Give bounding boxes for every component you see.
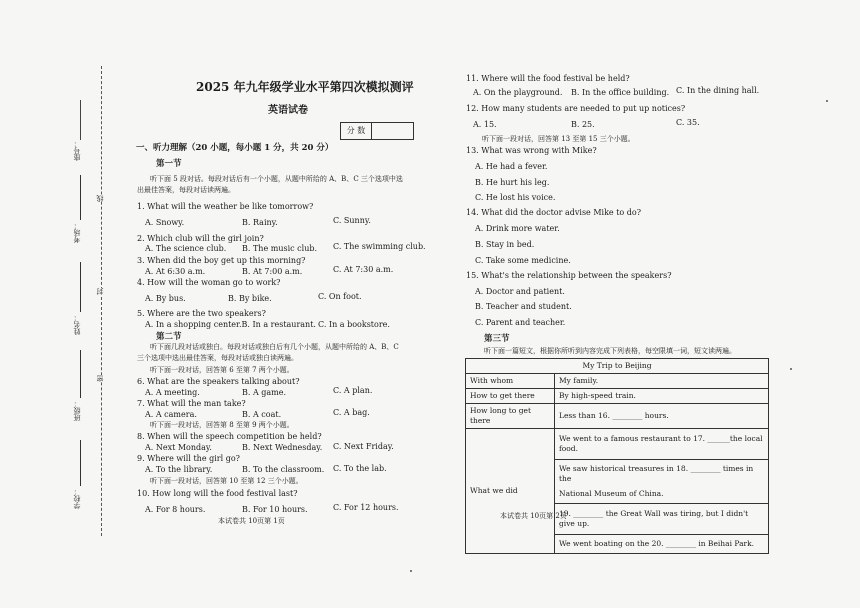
option: C. Take some medicine. [475, 256, 571, 265]
class-label: 班级： [73, 400, 81, 421]
section2-instruction: 听下面几段对话或独白。每段对话或独白后有几个小题，从题中所给的 A、B、C [150, 343, 399, 351]
footer-right: 本试卷共 10页第 2页 [500, 512, 567, 520]
section1-title: 第一节 [156, 159, 182, 169]
exam-no-label: 考场： [73, 222, 81, 243]
scan-speck [826, 100, 828, 102]
class-blank [80, 350, 81, 398]
option: B. For 10 hours. [242, 505, 308, 514]
option: B. 25. [571, 120, 595, 129]
seat-blank [80, 100, 81, 140]
table-value: My family. [555, 374, 769, 389]
option: B. By bike. [228, 294, 272, 303]
question-9: 9. Where will the girl go? [137, 454, 240, 463]
section3-instruction: 听下面一篇短文，根据你所听到内容完成下列表格，每空限填一词，短文读两遍。 [484, 347, 736, 355]
question-7: 7. What will the man take? [137, 399, 246, 408]
option: C. Parent and teacher. [475, 318, 566, 327]
table-value: By high-speed train. [555, 389, 769, 404]
table-label: How long to get there [466, 404, 555, 429]
table-label: With whom [466, 374, 555, 389]
table-caption: My Trip to Beijing [466, 359, 769, 374]
score-box [340, 122, 414, 140]
listening-note: 听下面一段对话，回答第 6 至第 7 两个小题。 [150, 366, 294, 374]
option: A. Drink more water. [475, 224, 560, 233]
option: A. A meeting. [145, 388, 200, 397]
table-label: How to get there [466, 389, 555, 404]
table-value: We went to a famous restaurant to 17. ______the local food. [555, 429, 769, 460]
listening-note: 听下面一段对话，回答第 13 至第 15 三个小题。 [482, 135, 635, 143]
name-blank [80, 262, 81, 312]
option: A. By bus. [145, 294, 186, 303]
question-6: 6. What are the speakers talking about? [137, 377, 300, 386]
option: C. The swimming club. [333, 242, 426, 251]
option: A. Snowy. [145, 218, 185, 227]
option: C. A bag. [333, 408, 370, 417]
question-2: 2. Which club will the girl join? [137, 234, 264, 243]
table-label: What we did [466, 429, 555, 554]
option: C. 35. [676, 118, 700, 127]
table-value: Less than 16. ________ hours. [555, 404, 769, 429]
option: A. Doctor and patient. [475, 287, 565, 296]
table-row [466, 429, 769, 460]
seal-char-2: 封 [96, 288, 104, 295]
option: A. To the library. [145, 465, 213, 474]
trip-table [465, 358, 769, 554]
table-value-line: We saw historical treasures in 18. ________ times in the [559, 464, 754, 483]
question-15: 15. What's the relationship between the speakers? [466, 271, 672, 280]
option: B. A coat. [242, 410, 282, 419]
seat-label: 座号： [73, 140, 81, 161]
option: C. To the lab. [333, 464, 387, 473]
name-label: 姓名： [73, 314, 81, 335]
question-11: 11. Where will the food festival be held? [466, 74, 630, 83]
question-10: 10. How long will the food festival last? [137, 489, 298, 498]
section2-instruction: 三个选项中选出最佳答案，每段对话或独白读两遍。 [137, 354, 298, 362]
section1-instruction: 出最佳答案，每段对话读两遍。 [137, 186, 235, 194]
option: B. At 7:00 a.m. [242, 267, 303, 276]
section3-title: 第三节 [484, 334, 510, 344]
option: A. Next Monday. [145, 443, 212, 452]
question-8: 8. When will the speech competition be held? [137, 432, 322, 441]
section1-instruction: 听下面 5 段对话。每段对话后有一个小题，从题中所给的 A、B、C 三个选项中选 [150, 175, 403, 183]
option: A. A camera. [145, 410, 197, 419]
question-5: 5. Where are the two speakers? [137, 309, 266, 318]
option: A. He had a fever. [475, 162, 548, 171]
footer-left: 本试卷共 10页第 1页 [218, 517, 285, 525]
option: B. A game. [242, 388, 287, 397]
option: C. On foot. [318, 292, 362, 301]
option: B. To the classroom. [242, 465, 325, 474]
page-subtitle: 英语试卷 [268, 105, 308, 116]
option: B. Teacher and student. [475, 302, 572, 311]
question-3: 3. When did the boy get up this morning? [137, 256, 306, 265]
table-row [466, 374, 769, 389]
option: A. On the playground. [473, 88, 563, 97]
question-13: 13. What was wrong with Mike? [466, 146, 597, 155]
option: A. In a shopping center.B. In a restaurant. [145, 320, 316, 329]
part1-heading: 一、听力理解（20 小题，每小题 1 分，共 20 分） [136, 143, 334, 153]
table-value-line: National Museum of China. [559, 489, 664, 498]
seal-line [101, 66, 102, 536]
option: A. The science club. [145, 244, 227, 253]
listening-note: 听下面一段对话，回答第 10 至第 12 三个小题。 [150, 477, 303, 485]
school-blank [80, 440, 81, 486]
option: A. 15. [473, 120, 497, 129]
page-title: 2025 年九年级学业水平第四次模拟测评 [196, 80, 414, 94]
seal-char-3: 密 [96, 375, 104, 382]
table-row [466, 404, 769, 429]
table-value: 19. ________ the Great Wall was tiring, but I didn't give up. [555, 504, 769, 535]
option: B. Next Wednesday. [242, 443, 323, 452]
question-12: 12. How many students are needed to put up notices? [466, 104, 686, 113]
school-label: 学校： [73, 488, 81, 509]
option: B. The music club. [242, 244, 318, 253]
option: C. A plan. [333, 386, 373, 395]
exam-no-blank [80, 175, 81, 220]
question-4: 4. How will the woman go to work? [137, 278, 281, 287]
option: C. In a bookstore. [318, 320, 390, 329]
option: A. For 8 hours. [145, 505, 206, 514]
option: C. He lost his voice. [475, 193, 556, 202]
option: C. At 7:30 a.m. [333, 265, 394, 274]
question-1: 1. What will the weather be like tomorrow? [137, 202, 314, 211]
seal-char-1: 线 [96, 195, 104, 202]
table-value: We went boating on the 20. ________ in Beihai Park. [555, 535, 769, 554]
question-14: 14. What did the doctor advise Mike to do? [466, 208, 641, 217]
option: B. In the office building. [571, 88, 670, 97]
scan-speck [410, 570, 412, 572]
option: C. For 12 hours. [333, 503, 399, 512]
option: C. In the dining hall. [676, 86, 760, 95]
option: C. Sunny. [333, 216, 371, 225]
score-label: 分 数 [341, 123, 372, 139]
option: B. Stay in bed. [475, 240, 535, 249]
scan-speck [790, 368, 792, 370]
option: C. Next Friday. [333, 442, 394, 451]
option: B. He hurt his leg. [475, 178, 550, 187]
option: B. Rainy. [242, 218, 278, 227]
listening-note: 听下面一段对话，回答第 8 至第 9 两个小题。 [150, 421, 294, 429]
option: A. At 6:30 a.m. [145, 267, 206, 276]
section2-title: 第二节 [156, 332, 182, 342]
table-value [555, 460, 769, 504]
table-row [466, 389, 769, 404]
